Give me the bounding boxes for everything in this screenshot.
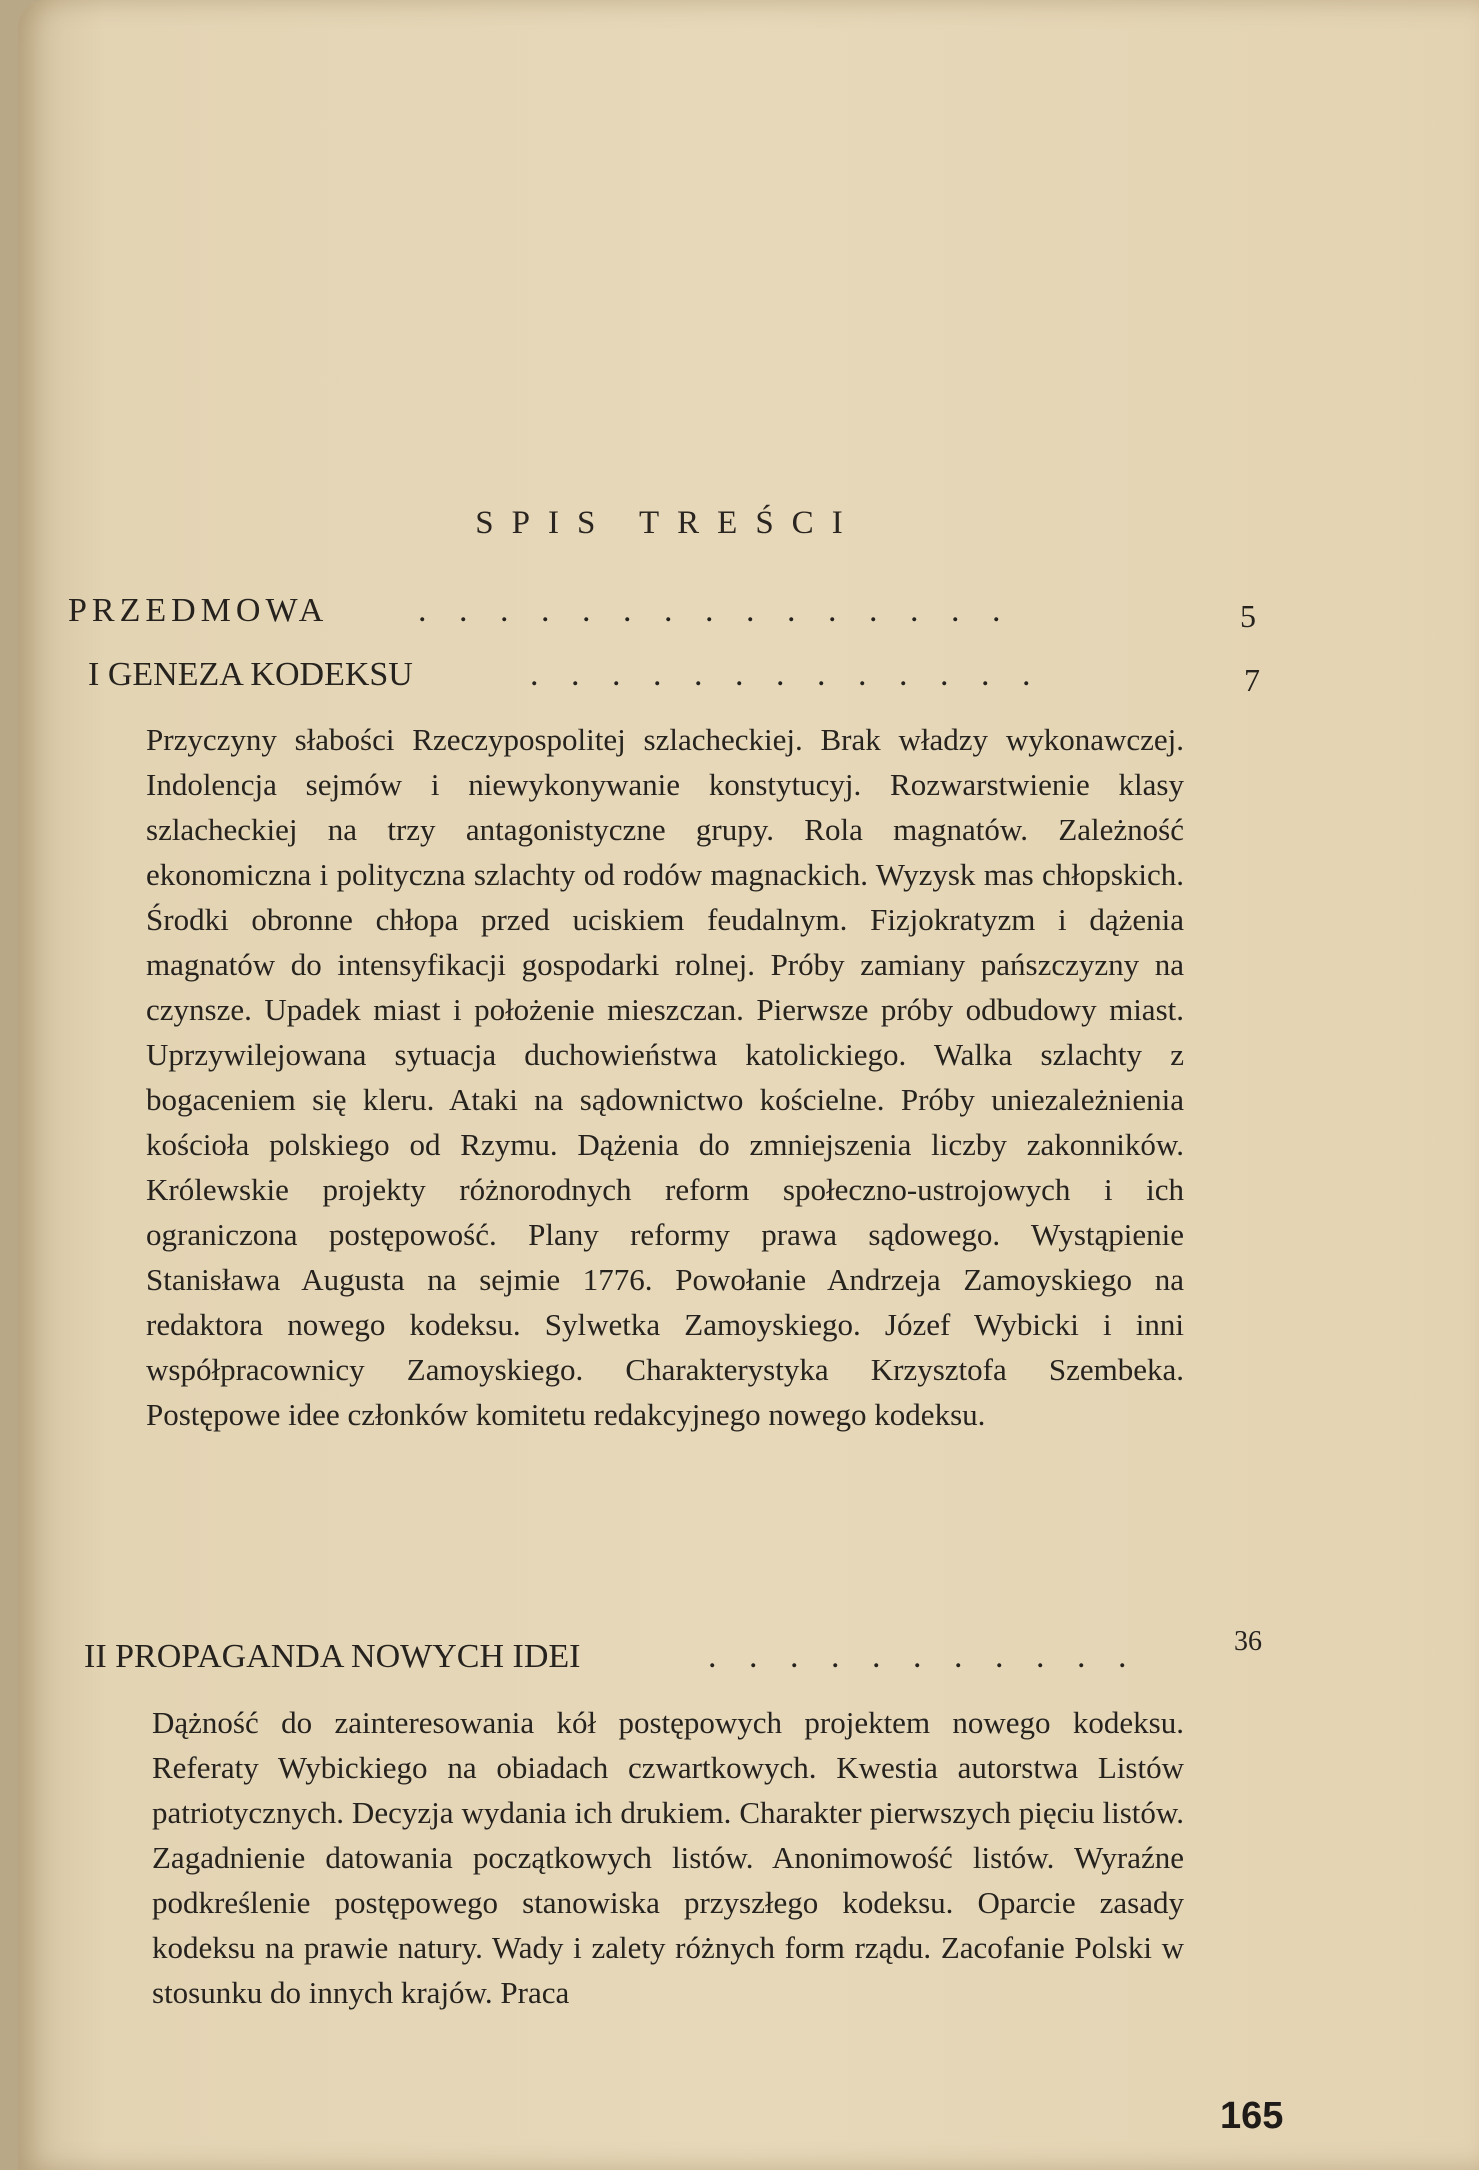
toc-entry-przedmowa xyxy=(68,592,328,630)
toc-entry-label: II PROPAGANDA NOWYCH IDEI xyxy=(84,1638,581,1675)
page-number: 165 xyxy=(1220,2095,1284,2137)
toc-dots: . . . . . . . . . . . . . xyxy=(530,656,1043,693)
toc-page-number: 7 xyxy=(1244,662,1260,698)
toc-entry-summary: Dążność do zainteresowania kół postępowych projektem nowego kodeksu. Referaty Wybickiego na obiadach czwartkowych. Kwestia autorstwa Listów patriotycznych. Decyzja wydania ich drukiem. Charakter pierwszych pięciu listów. Zagadnienie datowania początkowych listów. Anonimowość listów. Wyraźne podkreślenie postępowego stanowiska przyszłego kodeksu. Oparcie zasady kodeksu na prawie natury. Wady i zalety różnych form rządu. Zacofanie Polski w stosunku do innych krajów. Praca xyxy=(152,1705,1184,2010)
toc-leader-dots xyxy=(530,656,1043,694)
toc-page-number: 5 xyxy=(1240,598,1256,634)
toc-dots: . . . . . . . . . . . xyxy=(708,1638,1139,1675)
toc-entry-label: PRZEDMOWA xyxy=(68,592,329,629)
toc-entry-propaganda xyxy=(84,1638,580,1676)
toc-entry-label: I GENEZA KODEKSU xyxy=(88,656,413,693)
toc-entry-summary: Przyczyny słabości Rzeczypospolitej szlacheckiej. Brak władzy wykonawczej. Indolencja sejmów i niewykonywanie konstytucyj. Rozwarstwienie klasy szlacheckiej na trzy antagonistyczne grupy. Rola magnatów. Zależność ekonomiczna i polityczna szlachty od rodów magnackich. Wyzysk mas chłopskich. Środki obronne chłopa przed uciskiem feudalnym. Fizjokratyzm i dążenia magnatów do intensyfikacji gospodarki rolnej. Próby zamiany pańszczyzny na czynsze. Upadek miast i położenie mieszczan. Pierwsze próby odbudowy miast. Uprzywilejowana sytuacja duchowieństwa katolickiego. Walka szlachty z bogaceniem się kleru. Ataki na sądownictwo kościelne. Próby uniezależnienia kościoła polskiego od Rzymu. Dążenia do zmniejszenia liczby zakonników. Królewskie projekty różnorodnych reform społeczno-ustrojowych i ich ograniczona postępowość. Plany reformy prawa sądowego. Wystąpienie Stanisława Augusta na sejmie 1776. Powołanie Andrzeja Zamoyskiego na redaktora nowego kodeksu. Sylwetka Zamoyskiego. Józef Wybicki i inni współpracownicy Zamoyskiego. Charakterystyka Krzysztofa Szembeka. Postępowe idee członków komitetu redakcyjnego nowego kodeksu. xyxy=(146,722,1184,1432)
toc-title: SPIS TREŚCI xyxy=(475,505,861,541)
toc-entry-geneza xyxy=(88,656,413,694)
book-page xyxy=(18,0,1479,2170)
toc-leader-dots xyxy=(708,1638,1139,1676)
toc-dots: . . . . . . . . . . . . . . . xyxy=(418,592,1013,629)
toc-page-number: 36 xyxy=(1234,1626,1262,1657)
toc-leader-dots xyxy=(418,592,1013,630)
